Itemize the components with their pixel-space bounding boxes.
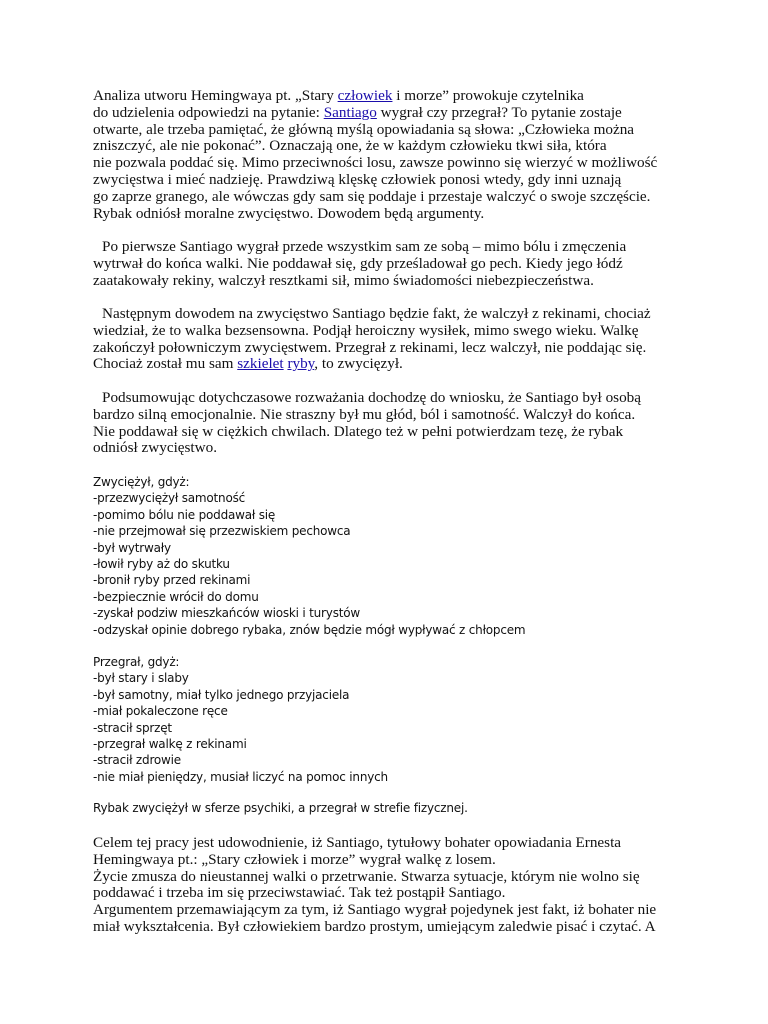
list-item: -nie przejmował się przezwiskiem pechowca: [93, 524, 351, 539]
summary-line: [93, 800, 693, 816]
list-item: -był wytrwały: [93, 540, 171, 555]
link-czlowiek[interactable]: człowiek: [337, 87, 393, 104]
list-item: -nie miał pieniędzy, musiał liczyć na pomoc innych: [93, 769, 388, 784]
list-heading: Przegrał, gdyż:: [93, 655, 180, 669]
paragraph-line: Celem tej pracy jest udowodnienie, iż Santiago, tytułowy bohater opowiadania Ernesta: [93, 834, 622, 851]
paragraph-line: Argumentem przemawiającym za tym, iż Santiago wygrał pojedynek jest fakt, iż bohater nie: [93, 901, 657, 919]
paragraph-line: wytrwał do końca walki. Nie poddawał się, gdy prześladował go pech. Kiedy jego łódź: [93, 254, 623, 272]
paragraph-line: odniósł zwycięstwo.: [93, 439, 218, 457]
intro-line: otwarte, ale trzeba pamiętać, że główną myślą opowiadania są słowa: „Człowieka można: [93, 120, 635, 138]
summary-text: Rybak zwyciężył w sferze psychiki, a przegrał w strefie fizycznej.: [93, 801, 468, 815]
list-item: -miał pokaleczone ręce: [93, 704, 228, 719]
list-item: -stracił zdrowie: [93, 753, 181, 768]
list-item: -odzyskał opinie dobrego rybaka, znów będzie mógł wypływać z chłopcem: [93, 622, 526, 637]
link-ryby[interactable]: ryby: [287, 355, 315, 373]
intro-line: zwycięstwa i mieć nadzieję. Prawdziwą klęskę człowiek ponosi wtedy, gdy inni uznają: [93, 170, 622, 188]
intro-line: Rybak odniósł moralne zwycięstwo. Dowodem będą argumenty.: [93, 204, 485, 222]
paragraph-line: miał wykształcenia. Był człowiekiem bardzo prostym, umiejącym zaledwie pisać i czytać. A: [93, 917, 656, 935]
paragraph-line: poddawać i trzeba im się przeciwstawiać. Tak też postąpił Santiago.: [93, 884, 506, 902]
paragraph-line: Hemingwaya pt.: „Stary człowiek i morze” wygrał walkę z losem.: [93, 850, 496, 868]
argument-one-paragraph: [93, 239, 683, 289]
paragraph-line: zaatakowały rekiny, walczył resztkami sił, mimo świadomości niebezpieczeństwa.: [93, 271, 594, 289]
intro-line: go zaprze granego, ale wówczas gdy sam się poddaje i przestaje walczyć o swoje szczęście.: [93, 187, 651, 205]
conclusion-paragraph: [93, 390, 683, 457]
list-item: -przegrał walkę z rekinami: [93, 737, 247, 752]
list-item: -bronił ryby przed rekinami: [93, 573, 251, 588]
list-item: -pomimo bólu nie poddawał się: [93, 507, 276, 522]
lost-list: [93, 654, 693, 785]
paragraph-line: Podsumowując dotychczasowe rozważania dochodzę do wniosku, że Santiago był osobą: [102, 389, 642, 406]
list-heading: Zwyciężył, gdyż:: [93, 475, 190, 489]
list-item: -łowił ryby aż do skutku: [93, 557, 230, 572]
final-paragraph: [93, 835, 683, 936]
paragraph-line: Po pierwsze Santiago wygrał przede wszystkim sam ze sobą – mimo bólu i zmęczenia: [102, 238, 627, 255]
intro-line: Analiza utworu Hemingwaya pt. „Stary człowiek i morze” prowokuje czytelnika: [93, 87, 584, 104]
argument-two-paragraph: [93, 306, 683, 373]
paragraph-line: Następnym dowodem na zwycięstwo Santiago będzie fakt, że walczył z rekinami, chociaż: [102, 305, 651, 322]
list-item: -stracił sprzęt: [93, 720, 172, 735]
won-list: [93, 474, 693, 638]
link-santiago[interactable]: Santiago: [323, 103, 377, 121]
paragraph-line: wiedział, że to walka bezsensowna. Podjął heroiczny wysiłek, mimo swego wieku. Walkę: [93, 321, 639, 339]
intro-line: zniszczyć, ale nie pokonać”. Oznaczają one, że w każdym człowieku tkwi siła, która: [93, 137, 607, 155]
intro-line: nie pozwala poddać się. Mimo przeciwności losu, zawsze powinno się wierzyć w możliwość: [93, 154, 658, 172]
list-item: -przezwyciężył samotność: [93, 491, 246, 506]
intro-line: do udzielenia odpowiedzi na pytanie: Santiago wygrał czy przegrał? To pytanie zostaje: [93, 103, 622, 121]
list-item: -bezpiecznie wrócił do domu: [93, 589, 259, 604]
paragraph-line: Chociaż został mu sam szkielet ryby, to zwycięzył.: [93, 355, 403, 373]
list-item: -zyskał podziw mieszkańców wioski i turystów: [93, 606, 361, 621]
paragraph-line: zakończył połowniczym zwycięstwem. Przegrał z rekinami, lecz walczył, nie poddając się.: [93, 338, 647, 356]
link-szkielet[interactable]: szkielet: [237, 355, 284, 373]
paragraph-line: Życie zmusza do nieustannej walki o przetrwanie. Stwarza sytuacje, którym nie wolno się: [93, 867, 640, 885]
intro-paragraph: [93, 88, 683, 222]
paragraph-line: Nie poddawał się w ciężkich chwilach. Dlatego też w pełni potwierdzam tezę, że rybak: [93, 422, 624, 440]
paragraph-line: bardzo silną emocjonalnie. Nie straszny był mu głód, ból i samotność. Walczył do końca.: [93, 405, 636, 423]
list-item: -był stary i slaby: [93, 671, 189, 686]
list-item: -był samotny, miał tylko jednego przyjaciela: [93, 687, 350, 702]
